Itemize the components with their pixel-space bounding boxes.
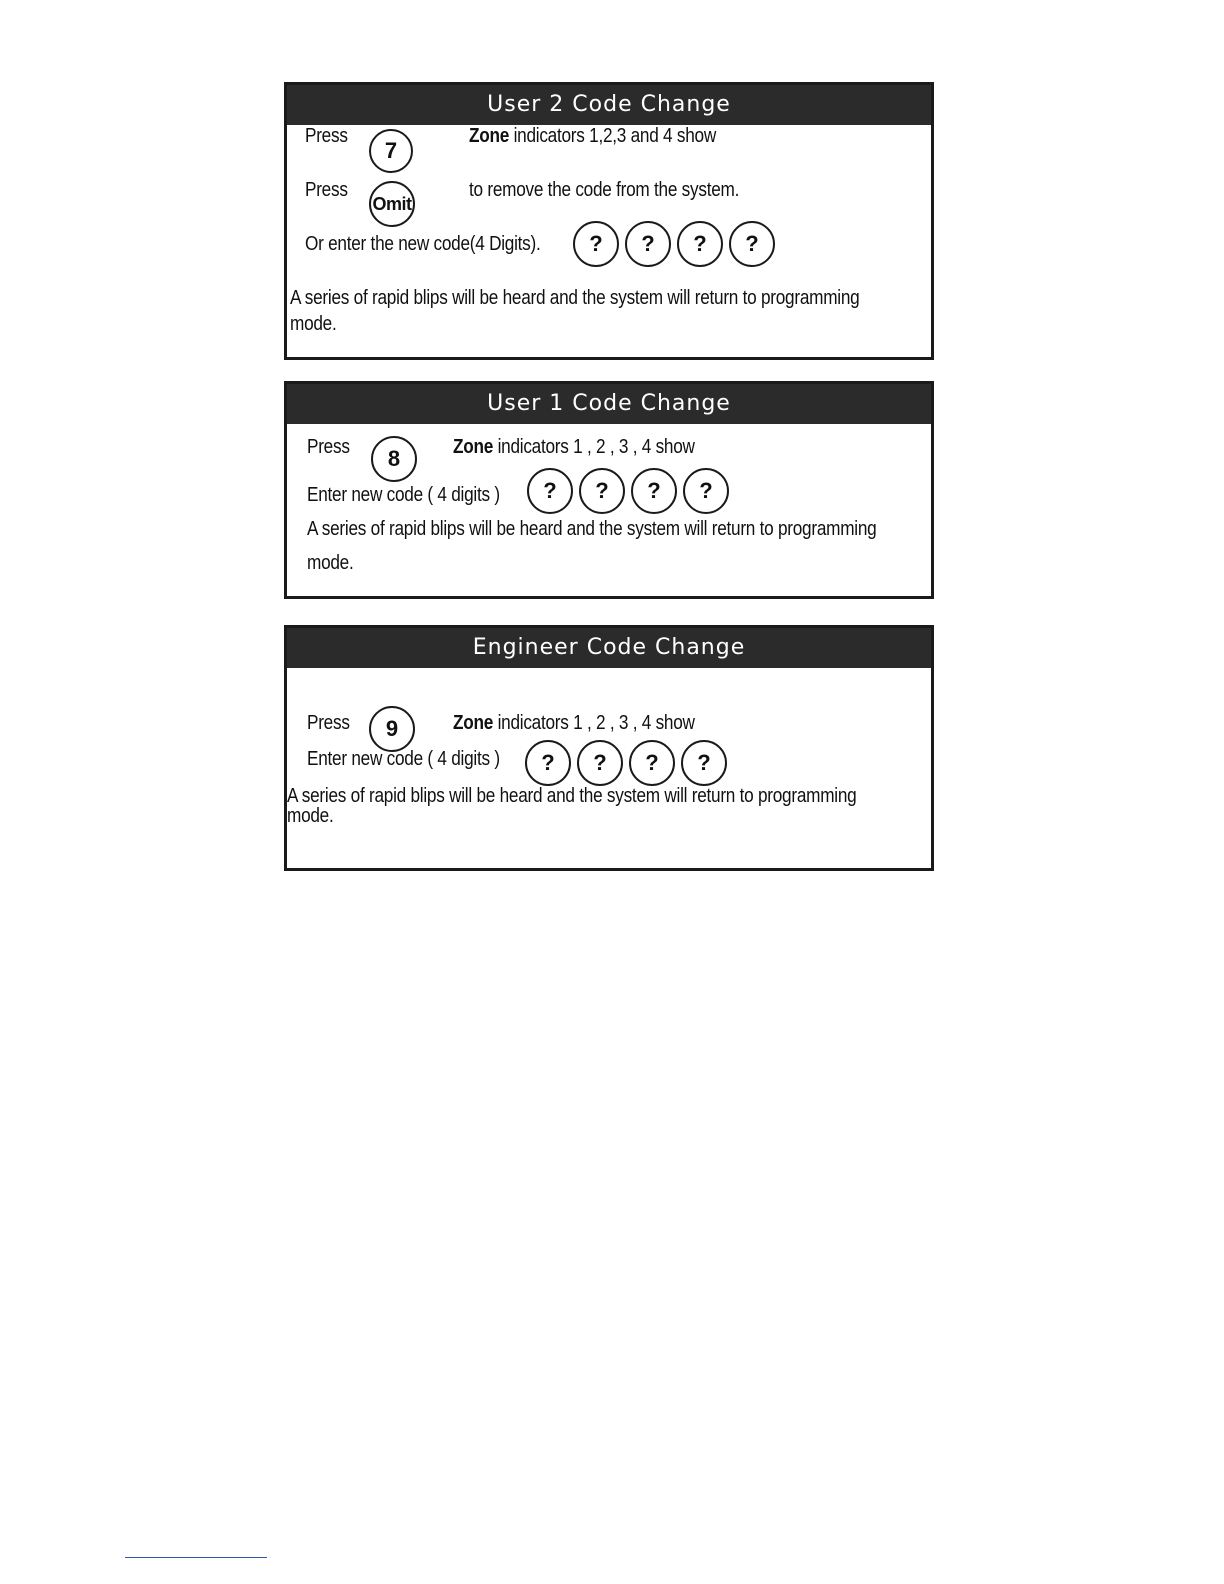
omit-instruction: to remove the code from the system. — [469, 179, 740, 201]
digit-key: ? — [629, 740, 675, 786]
blips-paragraph: A series of rapid blips will be heard and the system will return to programming mode. — [290, 287, 860, 335]
key-9-button: 9 — [369, 706, 415, 752]
section-title: User 1 Code Change — [287, 384, 931, 424]
digit-key: ? — [573, 221, 619, 267]
zone-indicators-text — [453, 436, 695, 459]
enter-code-instruction: Or enter the new code(4 Digits). — [305, 233, 541, 255]
user1-code-change-panel — [284, 381, 934, 599]
zone-label: Zone — [453, 712, 494, 734]
zone-label: Zone — [453, 436, 494, 458]
engineer-code-change-panel — [284, 625, 934, 871]
press-label: Press — [305, 179, 348, 201]
digit-keys — [525, 740, 733, 786]
blips-line-2: mode. — [307, 552, 354, 574]
zone-indicators-text — [469, 125, 716, 148]
blips-line-1: A series of rapid blips will be heard and the system will return to programming — [307, 518, 877, 540]
zone-indicators-text — [453, 712, 695, 735]
digit-key: ? — [579, 468, 625, 514]
digit-keys — [573, 221, 781, 267]
footnote-rule — [125, 1557, 267, 1558]
digit-key: ? — [677, 221, 723, 267]
key-8-button: 8 — [371, 436, 417, 482]
zone-label: Zone — [469, 125, 510, 147]
digit-key: ? — [577, 740, 623, 786]
zone-description: indicators 1 , 2 , 3 , 4 show — [493, 712, 695, 734]
digit-key: ? — [625, 221, 671, 267]
key-7-button: 7 — [369, 129, 413, 173]
zone-description: indicators 1 , 2 , 3 , 4 show — [493, 436, 695, 458]
digit-key: ? — [681, 740, 727, 786]
zone-description: indicators 1,2,3 and 4 show — [509, 125, 717, 147]
digit-keys — [527, 468, 735, 514]
digit-key: ? — [527, 468, 573, 514]
section-title: Engineer Code Change — [287, 628, 931, 668]
digit-key: ? — [729, 221, 775, 267]
blips-paragraph: A series of rapid blips will be heard and the system will return to programming mode. — [287, 785, 857, 827]
user2-code-change-panel — [284, 82, 934, 360]
section-title: User 2 Code Change — [287, 85, 931, 125]
key-omit-button: Omit — [369, 181, 415, 227]
press-label: Press — [307, 436, 350, 458]
digit-key: ? — [631, 468, 677, 514]
digit-key: ? — [525, 740, 571, 786]
enter-code-instruction: Enter new code ( 4 digits ) — [307, 484, 500, 506]
enter-code-instruction: Enter new code ( 4 digits ) — [307, 748, 500, 770]
press-label: Press — [307, 712, 350, 734]
press-label: Press — [305, 125, 348, 147]
digit-key: ? — [683, 468, 729, 514]
